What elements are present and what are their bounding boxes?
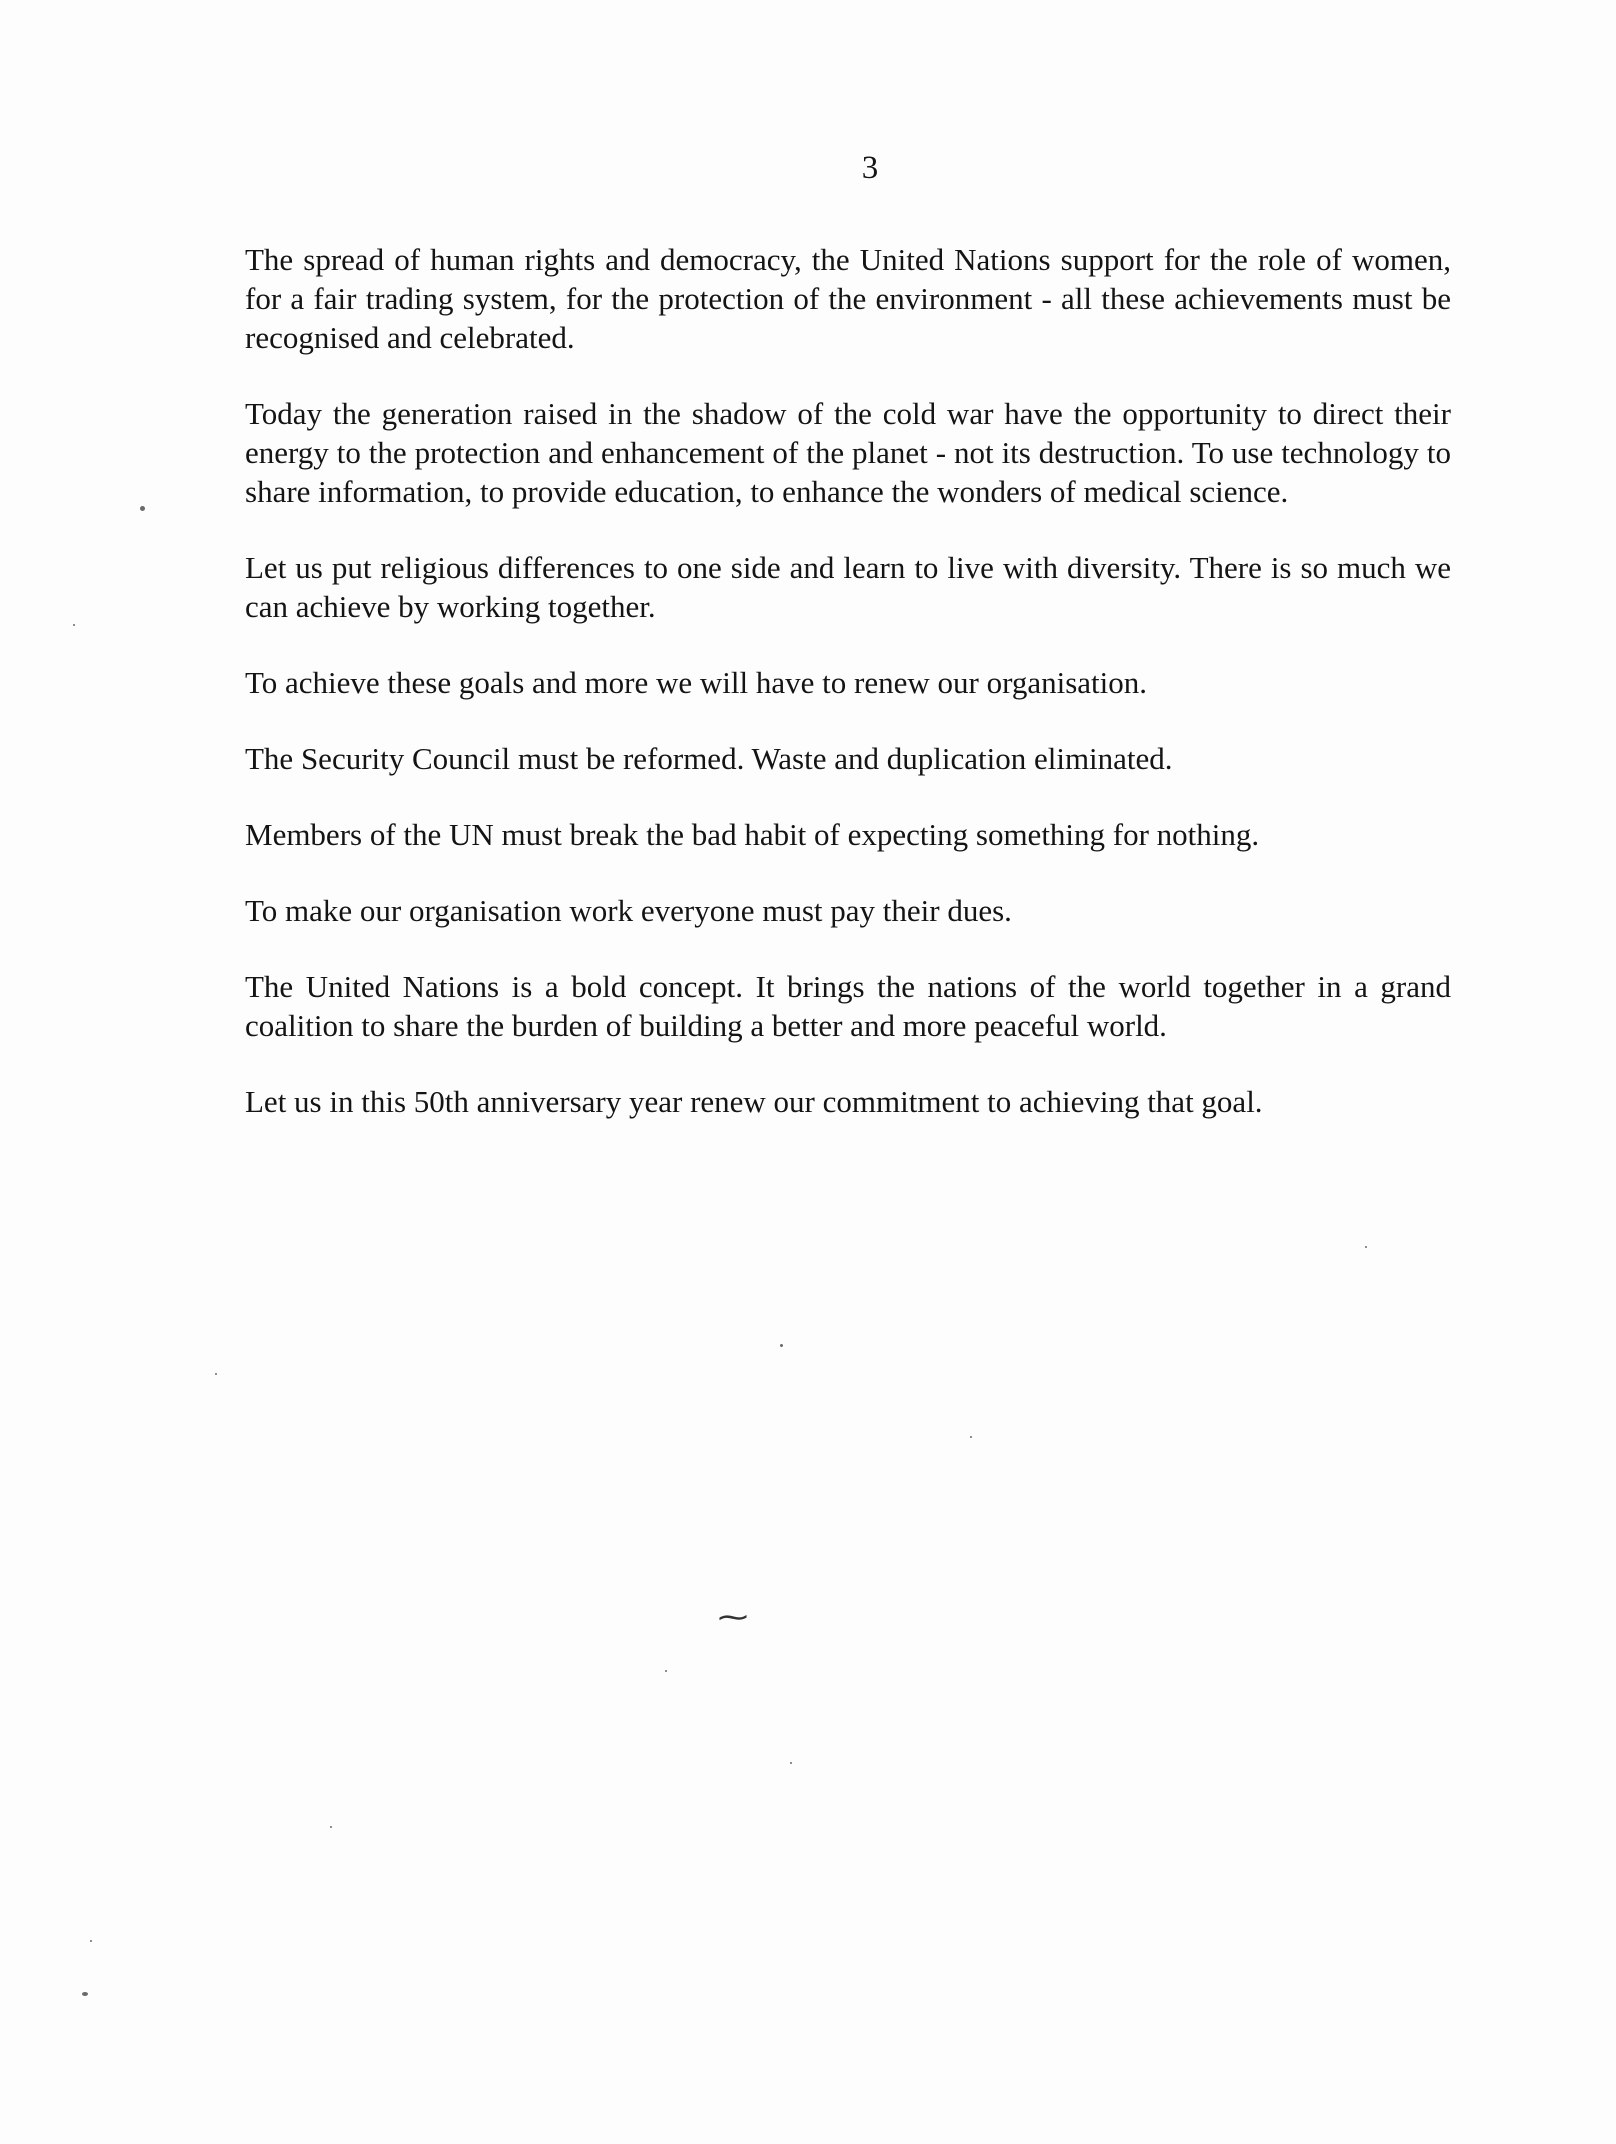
scan-speck — [970, 1436, 972, 1438]
paragraph-cold-war-generation: Today the generation raised in the shadow of the cold war have the opportunity to direct their energy to the protection and enhancement of the planet - not its destruction. To use technology to share information, to provide education, to enhance the wonders of medical science. — [245, 396, 1451, 509]
scan-speck — [780, 1344, 783, 1347]
scan-mark: ⁓ — [718, 1601, 748, 1634]
scan-speck — [73, 624, 75, 626]
scan-speck — [90, 1940, 92, 1942]
page-number: 3 — [861, 150, 879, 186]
paragraph-bold-concept: The United Nations is a bold concept. It brings the nations of the world together in a grand coalition to share the burden of building a better and more peaceful world. — [245, 969, 1451, 1043]
scan-speck — [215, 1373, 217, 1375]
paragraph-religious-differences: Let us put religious differences to one side and learn to live with diversity. There is so much we can achieve by working together. — [245, 550, 1451, 624]
paragraph-anniversary-commitment: Let us in this 50th anniversary year renew our commitment to achieving that goal. — [245, 1084, 1263, 1119]
paragraph-renew-organisation: To achieve these goals and more we will have to renew our organisation. — [245, 665, 1147, 700]
paragraph-security-council: The Security Council must be reformed. Waste and duplication eliminated. — [245, 741, 1173, 776]
scan-speck — [330, 1826, 332, 1828]
paragraph-human-rights: The spread of human rights and democracy, the United Nations support for the role of women, for a fair trading system, for the protection of the environment - all these achievements must be recognised and celebrated. — [245, 242, 1451, 355]
paragraph-members-habit: Members of the UN must break the bad habit of expecting something for nothing. — [245, 817, 1260, 852]
body-text — [245, 240, 1451, 1121]
paragraph-pay-dues: To make our organisation work everyone must pay their dues. — [245, 893, 1012, 928]
scan-speck — [665, 1670, 667, 1672]
scan-speck — [140, 506, 145, 511]
scan-speck — [790, 1762, 792, 1764]
scan-speck — [82, 1992, 88, 1996]
scan-speck — [1365, 1246, 1367, 1248]
